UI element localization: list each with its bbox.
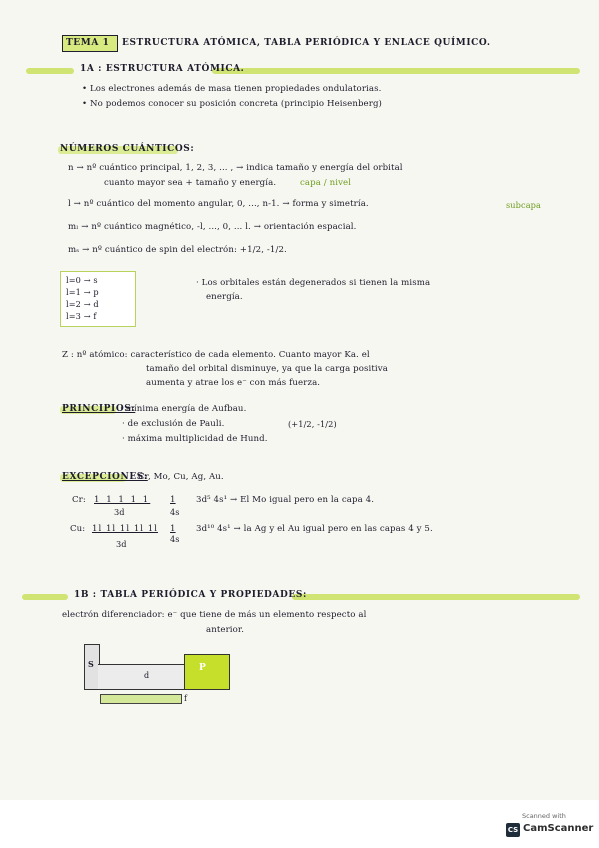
table-row: l=1 → p (66, 287, 99, 297)
p-block-label: P (199, 663, 206, 673)
pauli-spin-note: (+1/2, -1/2) (288, 419, 337, 429)
quantum-ms: mₛ → nº cuántico de spin del electrón: +1/2, -1/2. (68, 245, 287, 255)
highlighter-stroke (26, 68, 74, 74)
cr-d-orbitals: 1 1 1 1 1 (94, 495, 151, 505)
page-title: ESTRUCTURA ATÓMICA, TABLA PERIÓDICA Y ENLACE QUÍMICO. (122, 38, 491, 48)
table-row: l=3 → f (66, 311, 97, 321)
cu-config: 3d¹⁰ 4s¹ → la Ag y el Au igual pero en las capas 4 y 5. (196, 524, 433, 534)
atomic-number-line2: tamaño del orbital disminuye, ya que la carga positiva (146, 364, 388, 374)
p-block (184, 654, 230, 690)
d-block (98, 664, 184, 690)
differentiating-electron-line2: anterior. (206, 625, 245, 635)
highlighter-stroke (292, 594, 580, 600)
camscanner-name: CamScanner (523, 823, 594, 834)
quantum-n: n → nº cuántico principal, 1, 2, 3, ... , → indica tamaño y energía del orbital (68, 163, 403, 173)
cu-d-orbitals: 1l 1l 1l 1l 1l (92, 524, 159, 534)
list-item: · máxima multiplicidad de Hund. (122, 434, 268, 444)
quantum-l: l → nº cuántico del momento angular, 0, ..., n-1. → forma y simetría. (68, 199, 369, 209)
exceptions-heading: EXCEPCIONES: (62, 472, 148, 482)
cr-config: 3d⁵ 4s¹ → El Mo igual pero en la capa 4. (196, 495, 375, 505)
atomic-number-line3: aumenta y atrae los e⁻ con más fuerza. (146, 378, 321, 388)
section-1a-heading: 1A : ESTRUCTURA ATÓMICA. (80, 64, 245, 74)
cr-s-orbital: 1 (170, 495, 176, 505)
topic-tag: TEMA 1 (66, 38, 110, 48)
table-row: l=0 → s (66, 275, 98, 285)
list-item: • Los electrones además de masa tienen propiedades ondulatorias. (82, 84, 382, 94)
cu-s-sublabel: 4s (170, 534, 180, 544)
cu-label: Cu: (70, 524, 86, 534)
atomic-number-line1: Z : nº atómico: característico de cada elemento. Cuanto mayor Ka. el (62, 350, 370, 360)
quantum-n-note: capa / nivel (300, 178, 352, 188)
cu-d-sublabel: 3d (116, 539, 127, 549)
section-1b-heading: 1B : TABLA PERIÓDICA Y PROPIEDADES: (74, 590, 307, 600)
d-block-label: d (144, 671, 150, 680)
quantum-n-cont: cuanto mayor sea + tamaño y energía. (104, 178, 277, 188)
differentiating-electron-line1: electrón diferenciador: e⁻ que tiene de más un elemento respecto al (62, 610, 367, 620)
degenerate-note-cont: energía. (206, 292, 243, 302)
quantum-l-note: subcapa (506, 200, 542, 210)
cu-s-orbital: 1 (170, 524, 176, 534)
highlighter-stroke (22, 594, 68, 600)
principles-heading: PRINCIPIOS: (62, 404, 136, 414)
scanned-with-label: Scanned with (522, 812, 566, 820)
f-block-label: f (184, 694, 187, 703)
list-item: · mínima energía de Aufbau. (120, 404, 247, 414)
degenerate-note: · Los orbitales están degenerados si tienen la misma (196, 278, 431, 288)
periodic-table-blocks-diagram (82, 640, 232, 720)
exceptions-list: Cr, Mo, Cu, Ag, Au. (138, 472, 224, 482)
highlighter-stroke (212, 68, 580, 74)
camscanner-logo-icon: CS (506, 823, 520, 837)
cr-s-sublabel: 4s (170, 507, 180, 517)
quantum-ml: mₗ → nº cuántico magnético, -l, ..., 0, ... l. → orientación espacial. (68, 222, 357, 232)
camscanner-badge (504, 808, 594, 840)
list-item: • No podemos conocer su posición concreta (principio Heisenberg) (82, 99, 383, 109)
quantum-heading: NÚMEROS CUÁNTICOS: (60, 144, 195, 154)
cr-d-sublabel: 3d (114, 507, 125, 517)
list-item: · de exclusión de Pauli. (122, 419, 225, 429)
s-block-label: S (88, 659, 94, 669)
f-block (100, 694, 182, 704)
cr-label: Cr: (72, 495, 86, 505)
table-row: l=2 → d (66, 299, 99, 309)
